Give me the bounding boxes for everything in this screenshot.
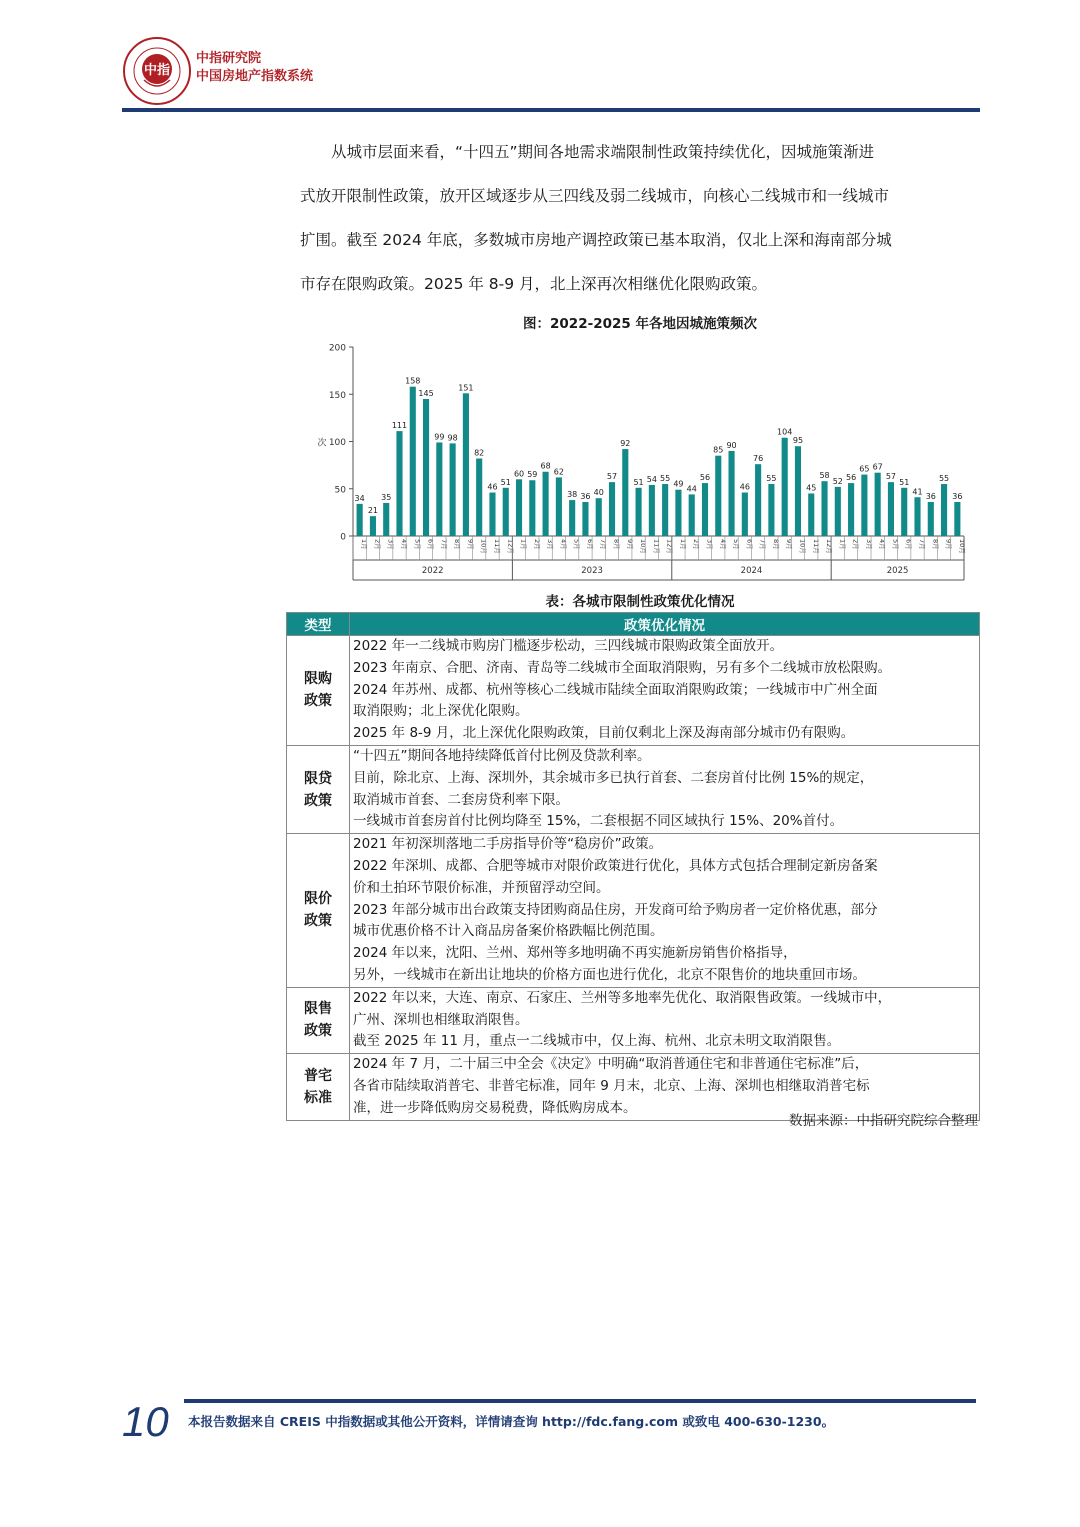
bar	[795, 446, 801, 536]
bar-value-label: 59	[527, 470, 538, 480]
bar-value-label: 21	[367, 506, 379, 516]
policy-line: 准，进一步降低购房交易税费，降低购房成本。	[353, 1099, 637, 1116]
bar	[914, 497, 920, 536]
policy-type-label: 政策	[304, 1023, 332, 1040]
policy-line: 城市优惠价格不计入商品房备案价格跌幅比例范围。	[353, 923, 664, 940]
month-tick-label: 6月	[426, 539, 435, 550]
bar	[569, 500, 575, 536]
month-tick-label: 4月	[559, 539, 568, 550]
bar-value-label: 67	[872, 462, 883, 472]
body-paragraph	[300, 130, 980, 306]
month-tick-label: 12月	[825, 539, 834, 554]
month-tick-label: 2月	[851, 539, 860, 550]
bar-value-label: 90	[726, 440, 737, 450]
bar	[768, 484, 774, 536]
month-tick-label: 4月	[718, 539, 727, 550]
policy-type-label: 政策	[304, 913, 332, 930]
bar	[410, 387, 416, 536]
china-index-academy-logo	[122, 36, 192, 106]
month-tick-label: 10月	[957, 539, 966, 554]
month-tick-label: 8月	[931, 539, 940, 550]
y-tick-label: 150	[328, 390, 346, 401]
bar	[529, 480, 535, 536]
bar-value-label: 36	[925, 491, 936, 501]
bar-value-label: 38	[567, 490, 578, 500]
table-row	[287, 636, 980, 746]
bar	[476, 459, 482, 536]
bar-value-label: 36	[952, 491, 963, 501]
month-tick-label: 1月	[360, 539, 369, 550]
bar-value-label: 35	[381, 492, 392, 502]
svg-text:中指: 中指	[143, 63, 171, 78]
month-tick-label: 7月	[439, 539, 448, 550]
bar-value-label: 44	[686, 484, 697, 494]
bar	[728, 451, 734, 536]
y-tick-label: 200	[328, 343, 346, 354]
policy-type-label: 限售	[304, 1001, 332, 1018]
bar	[954, 502, 960, 536]
month-tick-label: 12月	[665, 539, 674, 554]
table-row	[287, 987, 980, 1053]
policy-type-cell	[287, 834, 350, 988]
year-label: 2023	[581, 566, 603, 576]
bar-value-label: 45	[806, 483, 817, 493]
org-name-line1: 中指研究院	[196, 51, 262, 66]
month-tick-label: 3月	[546, 539, 555, 550]
bar-value-label: 56	[846, 473, 857, 483]
bar	[821, 481, 827, 536]
month-tick-label: 6月	[904, 539, 913, 550]
bar	[436, 442, 442, 536]
month-tick-label: 5月	[413, 539, 422, 550]
bar	[782, 438, 788, 536]
year-label: 2022	[421, 566, 444, 576]
header-divider	[122, 108, 980, 112]
bar-value-label: 111	[391, 421, 408, 431]
month-tick-label: 11月	[652, 539, 661, 554]
bar	[556, 477, 562, 536]
month-tick-label: 11月	[811, 539, 820, 554]
policy-type-label: 政策	[304, 693, 332, 710]
year-label: 2025	[886, 566, 909, 576]
bar	[383, 503, 389, 536]
policy-content-cell	[350, 636, 980, 746]
policy-type-cell	[287, 987, 350, 1053]
bar-value-label: 40	[593, 488, 604, 498]
bar	[702, 483, 708, 536]
bar-value-label: 58	[819, 471, 830, 481]
y-tick-label: 0	[340, 532, 346, 543]
bar	[675, 490, 681, 536]
table-row	[287, 745, 980, 833]
policy-line: 一线城市首套房首付比例均降至 15%，二套根据不同区域执行 15%、20%首付。	[353, 813, 844, 830]
bar	[888, 482, 894, 536]
policy-line: 2022 年以来，大连、南京、石家庄、兰州等多地率先优化、取消限售政策。一线城市中，	[353, 989, 892, 1006]
bar-value-label: 55	[766, 474, 777, 484]
policy-line: 取消城市首套、二套房贷利率下限。	[353, 791, 569, 808]
y-tick-label: 50	[334, 485, 346, 496]
bar-value-label: 82	[474, 448, 485, 458]
month-tick-label: 5月	[732, 539, 741, 550]
policy-type-label: 限价	[304, 891, 332, 908]
policy-content-cell	[350, 987, 980, 1053]
bar	[463, 393, 469, 536]
bar	[689, 494, 695, 536]
bar	[609, 482, 615, 536]
bar	[875, 473, 881, 536]
bar	[596, 498, 602, 536]
policy-line: 广州、深圳也相继取消限售。	[353, 1011, 529, 1028]
month-tick-label: 11月	[492, 539, 501, 554]
month-tick-label: 12月	[506, 539, 515, 554]
policy-line: 2024 年 7 月，二十届三中全会《决定》中明确“取消普通住宅和非普通住宅标准”后，	[353, 1056, 869, 1073]
policy-line: 截至 2025 年 11 月，重点一二线城市中，仅上海、杭州、北京未明文取消限售。	[353, 1033, 841, 1050]
bar-value-label: 76	[753, 454, 764, 464]
bar	[450, 443, 456, 536]
bar-value-label: 52	[832, 476, 843, 486]
bar-value-label: 99	[434, 432, 445, 442]
bar	[357, 504, 363, 536]
bar	[941, 484, 947, 536]
policy-type-label: 限贷	[304, 770, 332, 787]
policy-line: 各省市陆续取消普宅、非普宅标准，同年 9 月末，北京、上海、深圳也相继取消普宅标	[353, 1077, 870, 1094]
bar-value-label: 51	[633, 477, 644, 487]
bar	[649, 485, 655, 536]
bar-value-label: 158	[405, 376, 421, 386]
month-tick-label: 1月	[519, 539, 528, 550]
policy-line: 目前，除北京、上海、深圳外，其余城市多已执行首套、二套房首付比例 15%的规定，	[353, 769, 874, 786]
bar	[489, 493, 495, 536]
bar	[755, 464, 761, 536]
month-tick-label: 10月	[639, 539, 648, 554]
paragraph-line: 市存在限购政策。2025 年 8-9 月，北上深再次相继优化限购政策。	[300, 275, 768, 293]
bar-value-label: 60	[513, 469, 525, 479]
month-tick-label: 5月	[572, 539, 581, 550]
bar-value-label: 54	[646, 474, 657, 484]
month-tick-label: 3月	[864, 539, 873, 550]
month-tick-label: 2月	[692, 539, 701, 550]
bar-value-label: 46	[487, 482, 498, 492]
policy-table	[286, 612, 980, 1121]
bar-value-label: 65	[859, 464, 870, 474]
month-tick-label: 9月	[625, 539, 634, 550]
policy-line: “十四五”期间各地持续降低首付比例及贷款利率。	[353, 747, 651, 764]
bar-value-label: 92	[620, 439, 631, 449]
month-tick-label: 2月	[373, 539, 382, 550]
bar	[742, 493, 748, 536]
month-tick-label: 3月	[705, 539, 714, 550]
policy-frequency-bar-chart	[310, 335, 970, 583]
bar-value-label: 56	[699, 473, 711, 483]
bar-value-label: 85	[713, 445, 724, 455]
footer-divider	[184, 1399, 976, 1403]
policy-line: 2022 年深圳、成都、合肥等城市对限价政策进行优化，具体方式包括合理制定新房备案	[353, 857, 878, 874]
bar-value-label: 51	[500, 477, 511, 487]
bar	[622, 449, 628, 536]
bar-value-label: 57	[606, 472, 618, 482]
bar-value-label: 41	[912, 487, 923, 497]
policy-type-label: 限购	[304, 671, 332, 688]
bar-value-label: 68	[540, 461, 551, 471]
bar-value-label: 49	[673, 479, 684, 489]
bar	[928, 502, 934, 536]
table-header-row	[287, 613, 980, 636]
bar-value-label: 98	[447, 433, 458, 443]
bar	[396, 431, 402, 536]
page-number: 10	[122, 1398, 169, 1445]
bar-value-label: 145	[418, 388, 434, 398]
policy-line: 2023 年部分城市出台政策支持团购商品住房，开发商可给予购房者一定价格优惠，部分	[353, 901, 878, 918]
policy-type-label: 普宅	[304, 1067, 332, 1084]
bar	[861, 475, 867, 536]
year-label: 2024	[740, 566, 763, 576]
bar	[808, 493, 814, 536]
bar-value-label: 57	[885, 472, 897, 482]
policy-type-label: 政策	[304, 792, 332, 809]
bar	[370, 516, 376, 536]
y-tick-label: 100	[328, 438, 346, 448]
policy-type-cell	[287, 745, 350, 833]
bar	[423, 399, 429, 536]
table-title: 表：各城市限制性政策优化情况	[545, 594, 735, 610]
policy-content-cell	[350, 834, 980, 988]
bar-value-label: 95	[792, 436, 804, 446]
policy-type-label: 标准	[304, 1089, 332, 1106]
month-tick-label: 9月	[785, 539, 794, 550]
bar	[835, 487, 841, 536]
bar	[636, 488, 642, 536]
bar	[582, 502, 588, 536]
bar	[848, 483, 854, 536]
policy-type-cell	[287, 636, 350, 746]
paragraph-line: 扩围。截至 2024 年底，多数城市房地产调控政策已基本取消，仅北上深和海南部分城	[300, 231, 892, 249]
bar-value-label: 55	[938, 474, 950, 484]
month-tick-label: 7月	[758, 539, 767, 550]
bar-value-label: 104	[777, 427, 793, 437]
bar-value-label: 46	[739, 482, 750, 492]
month-tick-label: 9月	[466, 539, 475, 550]
month-tick-label: 3月	[386, 539, 395, 550]
header-type: 类型	[287, 613, 350, 636]
policy-content-cell	[350, 745, 980, 833]
month-tick-label: 7月	[918, 539, 927, 550]
y-axis-label: 次	[317, 438, 327, 449]
month-tick-label: 10月	[479, 539, 488, 554]
month-tick-label: 7月	[599, 539, 608, 550]
bar-value-label: 55	[660, 474, 671, 484]
policy-line: 另外，一线城市在新出让地块的价格方面也进行优化，北京不限售价的地块重回市场。	[353, 966, 866, 983]
header-policy: 政策优化情况	[350, 613, 980, 636]
month-tick-label: 1月	[678, 539, 687, 550]
policy-line: 取消限购；北上深优化限购。	[353, 703, 529, 720]
chart-title: 图：2022-2025 年各地因城施策频次	[523, 316, 757, 332]
month-tick-label: 5月	[891, 539, 900, 550]
bar	[662, 484, 668, 536]
bar-value-label: 36	[580, 491, 591, 501]
policy-line: 2021 年初深圳落地二手房指导价等“稳房价”政策。	[353, 836, 663, 853]
month-tick-label: 4月	[878, 539, 887, 550]
org-name-line2: 中国房地产指数系统	[196, 69, 314, 84]
bar	[715, 456, 721, 536]
bar-value-label: 62	[553, 467, 564, 477]
month-tick-label: 10月	[798, 539, 807, 554]
month-tick-label: 1月	[838, 539, 847, 550]
bar	[516, 479, 522, 536]
policy-line: 2024 年苏州、成都、杭州等核心二线城市陆续全面取消限购政策；一线城市中广州全面	[353, 681, 878, 698]
footer-disclaimer: 本报告数据来自 CREIS 中指数据或其他公开资料，详情请查询 http://fdc.fang.com 或致电 400-630-1230。	[188, 1414, 835, 1429]
paragraph-line: 式放开限制性政策，放开区域逐步从三四线及弱二线城市，向核心二线城市和一线城市	[300, 187, 890, 205]
month-tick-label: 8月	[771, 539, 780, 550]
bar	[543, 472, 549, 536]
month-tick-label: 2月	[532, 539, 541, 550]
policy-line: 2022 年一二线城市购房门槛逐步松动，三四线城市限购政策全面放开。	[353, 638, 784, 654]
month-tick-label: 6月	[745, 539, 754, 550]
policy-line: 价和土拍环节限价标准，并预留浮动空间。	[353, 879, 610, 896]
data-source: 数据来源：中指研究院综合整理	[789, 1113, 978, 1129]
paragraph-line: 从城市层面来看，“十四五”期间各地需求端限制性政策持续优化，因城施策渐进	[331, 143, 875, 161]
bar-value-label: 51	[899, 477, 910, 487]
month-tick-label: 6月	[585, 539, 594, 550]
month-tick-label: 8月	[612, 539, 621, 550]
bar	[901, 488, 907, 536]
org-name	[196, 50, 313, 86]
table-row	[287, 834, 980, 988]
policy-line: 2024 年以来，沈阳、兰州、郑州等多地明确不再实施新房销售价格指导，	[353, 945, 797, 962]
bar-value-label: 34	[354, 493, 365, 503]
policy-line: 2023 年南京、合肥、济南、青岛等二线城市全面取消限购，另有多个二线城市放松限购。	[353, 659, 892, 676]
bar	[503, 488, 509, 536]
month-tick-label: 9月	[944, 539, 953, 550]
policy-line: 2025 年 8-9 月，北上深优化限购政策，目前仅剩北上深及海南部分城市仍有限购。	[353, 725, 855, 742]
bar-value-label: 151	[458, 383, 474, 393]
month-tick-label: 8月	[453, 539, 462, 550]
month-tick-label: 4月	[399, 539, 408, 550]
